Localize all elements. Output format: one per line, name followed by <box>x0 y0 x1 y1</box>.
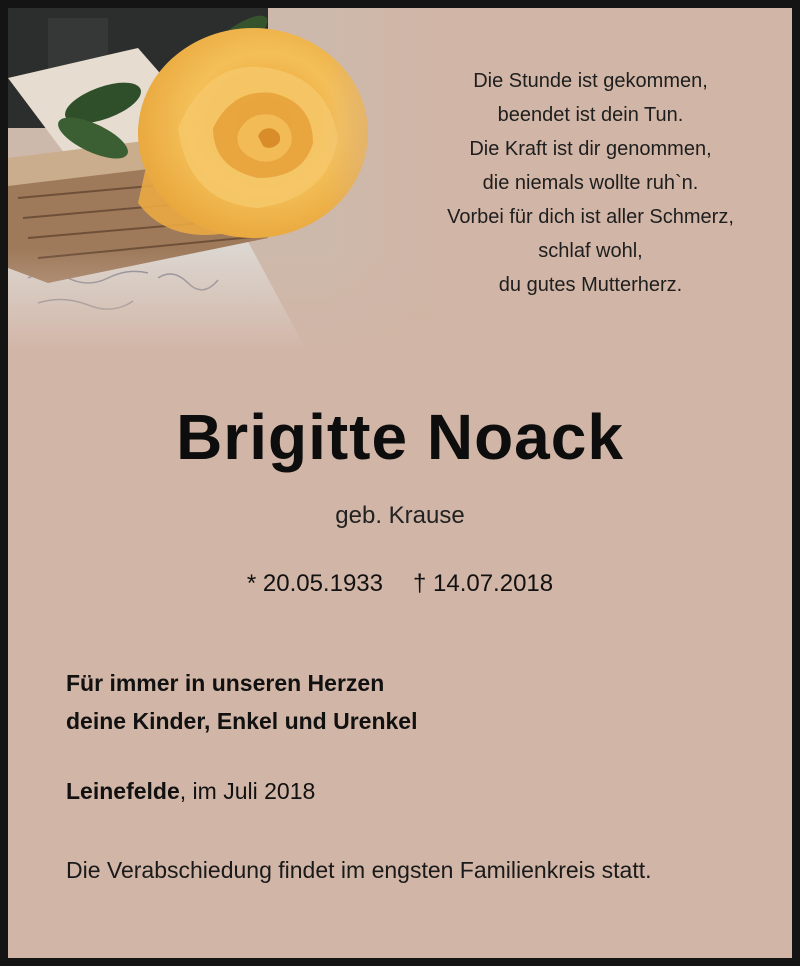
place: Leinefelde <box>66 778 180 804</box>
place-date <box>66 778 766 805</box>
poem-line: Vorbei für dich ist aller Schmerz, <box>447 206 734 228</box>
maiden-name: geb. Krause <box>335 502 465 529</box>
life-dates <box>8 570 792 598</box>
poem-line: die niemals wollte ruh`n. <box>482 172 699 194</box>
poem <box>403 64 778 302</box>
poem-line: Die Kraft ist dir genommen, <box>469 138 712 160</box>
date: , im Juli 2018 <box>179 778 316 804</box>
poem-line: Die Stunde ist gekommen, <box>473 70 708 92</box>
birth-date: * 20.05.1933 <box>246 570 383 597</box>
mourners-line: Für immer in unseren Herzen <box>66 670 385 696</box>
deceased-name: Brigitte Noack <box>176 401 624 473</box>
poem-line: du gutes Mutterherz. <box>498 274 683 296</box>
mourners-line: deine Kinder, Enkel und Urenkel <box>66 708 418 734</box>
death-date: † 14.07.2018 <box>412 570 554 597</box>
poem-line: schlaf wohl, <box>538 240 643 262</box>
farewell-note: Die Verabschiedung findet im engsten Familienkreis statt. <box>66 857 652 883</box>
poem-line: beendet ist dein Tun. <box>497 104 684 126</box>
rose-photo <box>8 8 448 353</box>
mourners <box>66 664 766 740</box>
